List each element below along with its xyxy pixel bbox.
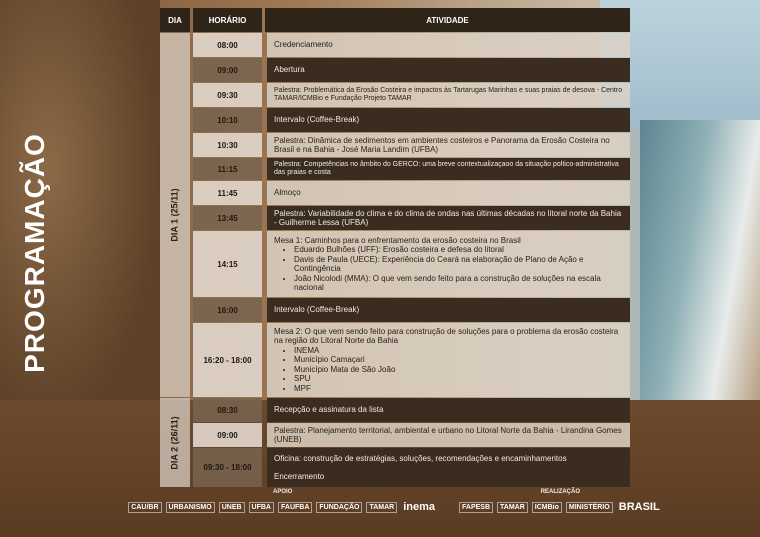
sponsors-footer [131, 489, 660, 514]
realizacao-logos [459, 500, 662, 514]
list-item: • MPF [294, 384, 626, 394]
sponsor-logo: FUNDAÇÃO [316, 502, 362, 513]
list-item: • Município Mata de São João [294, 365, 626, 375]
row-time: 10:10 [193, 108, 262, 132]
row-activity [267, 231, 630, 297]
list-item: • João Nicolodi (MMA): O que vem sendo feito para a construção de soluções na escala nacional [294, 274, 626, 293]
sponsor-logo: UNEB [219, 502, 245, 513]
row-activity [267, 83, 630, 107]
row-time: 10:30 [193, 133, 262, 157]
row-time: 08:00 [193, 33, 262, 57]
row-time: 08:30 [193, 398, 262, 422]
sponsor-logo: ICMBio [532, 502, 562, 513]
row-time: 09:00 [193, 423, 262, 447]
row-activity [267, 298, 630, 322]
sponsor-logo: TAMAR [366, 502, 397, 513]
sponsor-logo: URBANISMO [166, 502, 215, 513]
row-time: 13:45 [193, 206, 262, 230]
activity-text: Intervalo (Coffee-Break) [274, 115, 360, 125]
list-item: • Davis de Paula (UECE): Experiência do Ceará na elaboração de Plano de Ação e Contingência [294, 255, 626, 274]
activity-text: Palestra: Competências no âmbito do GERCO: uma breve contextualizaçaoo da situação poltico-administrativa das praias e costa [274, 160, 619, 176]
activity-text: Abertura [274, 65, 305, 75]
row-time: 11:45 [193, 181, 262, 205]
sponsor-logo: TAMAR [497, 502, 528, 513]
row-activity [267, 323, 630, 397]
activity-text: Palestra: Dinâmica de sedimentos em ambientes costeiros e Panorama da Erosão Costeira no Brasil e na Bahia - José Maria Landim (UFBA) [274, 135, 610, 154]
poster-content [131, 8, 660, 514]
realizacao-group [459, 489, 662, 514]
activity-text: Intervalo (Coffee-Break) [274, 305, 360, 315]
activity-text: Almoço [274, 188, 301, 198]
day-label: DIA 2 (26/11) [170, 415, 181, 470]
row-time: 09:30 - 18:00 [193, 448, 262, 487]
sea-background [640, 120, 760, 420]
activity-text: Palestra: Problemática da Erosão Costeira e impactos às Tartarugas Marinhas e suas praias de desova - Centro TAMAR/ICMBio e Fundação Projeto TAMAR [274, 86, 623, 102]
day-label: DIA 1 (25/11) [170, 188, 181, 242]
day-2-cell [160, 398, 190, 487]
row-activity [267, 33, 630, 57]
activity-text: Palestra: Variabilidade do clima e do clima de ondas nas últimas décadas no litoral norte da Bahia - Guilherme Lessa (UFBA) [274, 208, 622, 227]
row-time: 09:00 [193, 58, 262, 82]
list-item: • Eduardo Bulhões (UFF): Erosão costeira e defesa do litoral [294, 245, 626, 255]
sponsor-logo: FAUFBA [278, 502, 312, 513]
apoio-label: APOIO [272, 489, 293, 495]
row-activity [267, 108, 630, 132]
activity-list [274, 245, 626, 293]
sponsor-logo: BRASIL [618, 501, 660, 513]
row-activity [267, 181, 630, 205]
sponsor-logo: inema [403, 501, 436, 513]
header-horario: HORÁRIO [193, 8, 262, 32]
row-activity [267, 133, 630, 157]
row-time: 11:15 [193, 158, 262, 180]
activity-text: Mesa 2: O que vem sendo feito para construção de soluções para o problema da erosão costeira na região do Litoral Norte da Bahia [274, 326, 619, 346]
row-activity [267, 448, 630, 487]
row-activity [267, 158, 630, 180]
realizacao-label: REALIZAÇÃO [540, 489, 581, 495]
list-item: • Município Camaçari [294, 355, 626, 365]
row-time: 14:15 [193, 231, 262, 297]
day-1-cell [160, 33, 190, 397]
sponsor-logo: CAU/BR [128, 502, 161, 513]
row-activity [267, 58, 630, 82]
row-activity [267, 206, 630, 230]
sponsor-logo: MINISTÉRIO [566, 502, 613, 513]
row-time: 16:20 - 18:00 [193, 323, 262, 397]
list-item: • SPU [294, 374, 626, 384]
activity-text: Palestra: Planejamento territorial, ambiental e urbano no Litoral Norte da Bahia - Lirandina Gomes (UNEB) [274, 425, 622, 444]
apoio-logos [128, 500, 437, 514]
list-item: • INEMA [294, 346, 626, 356]
activity-text: Oficina: construção de estratégias, soluções, recomendações e encaminhamentos [274, 454, 567, 463]
header-atividade: ATIVIDADE [265, 8, 630, 32]
activity-text: Credenciamento [274, 40, 333, 50]
activity-text: Mesa 1: Caminhos para o enfrentamento da erosão costeira no Brasil [274, 235, 521, 245]
row-activity [267, 398, 630, 422]
activity-list [274, 346, 626, 394]
apoio-group [128, 489, 437, 514]
page-title: PROGRAMAÇÃO [19, 133, 50, 373]
row-time: 09:30 [193, 83, 262, 107]
sponsor-logo: UFBA [249, 502, 274, 513]
activity-text: Encerramento [274, 471, 325, 481]
header-dia: DIA [160, 8, 190, 32]
row-activity [267, 423, 630, 447]
sponsor-logo: FAPESB [459, 502, 493, 513]
schedule-table [160, 8, 630, 487]
row-time: 16:00 [193, 298, 262, 322]
activity-text: Recepção e assinatura da lista [274, 405, 384, 415]
